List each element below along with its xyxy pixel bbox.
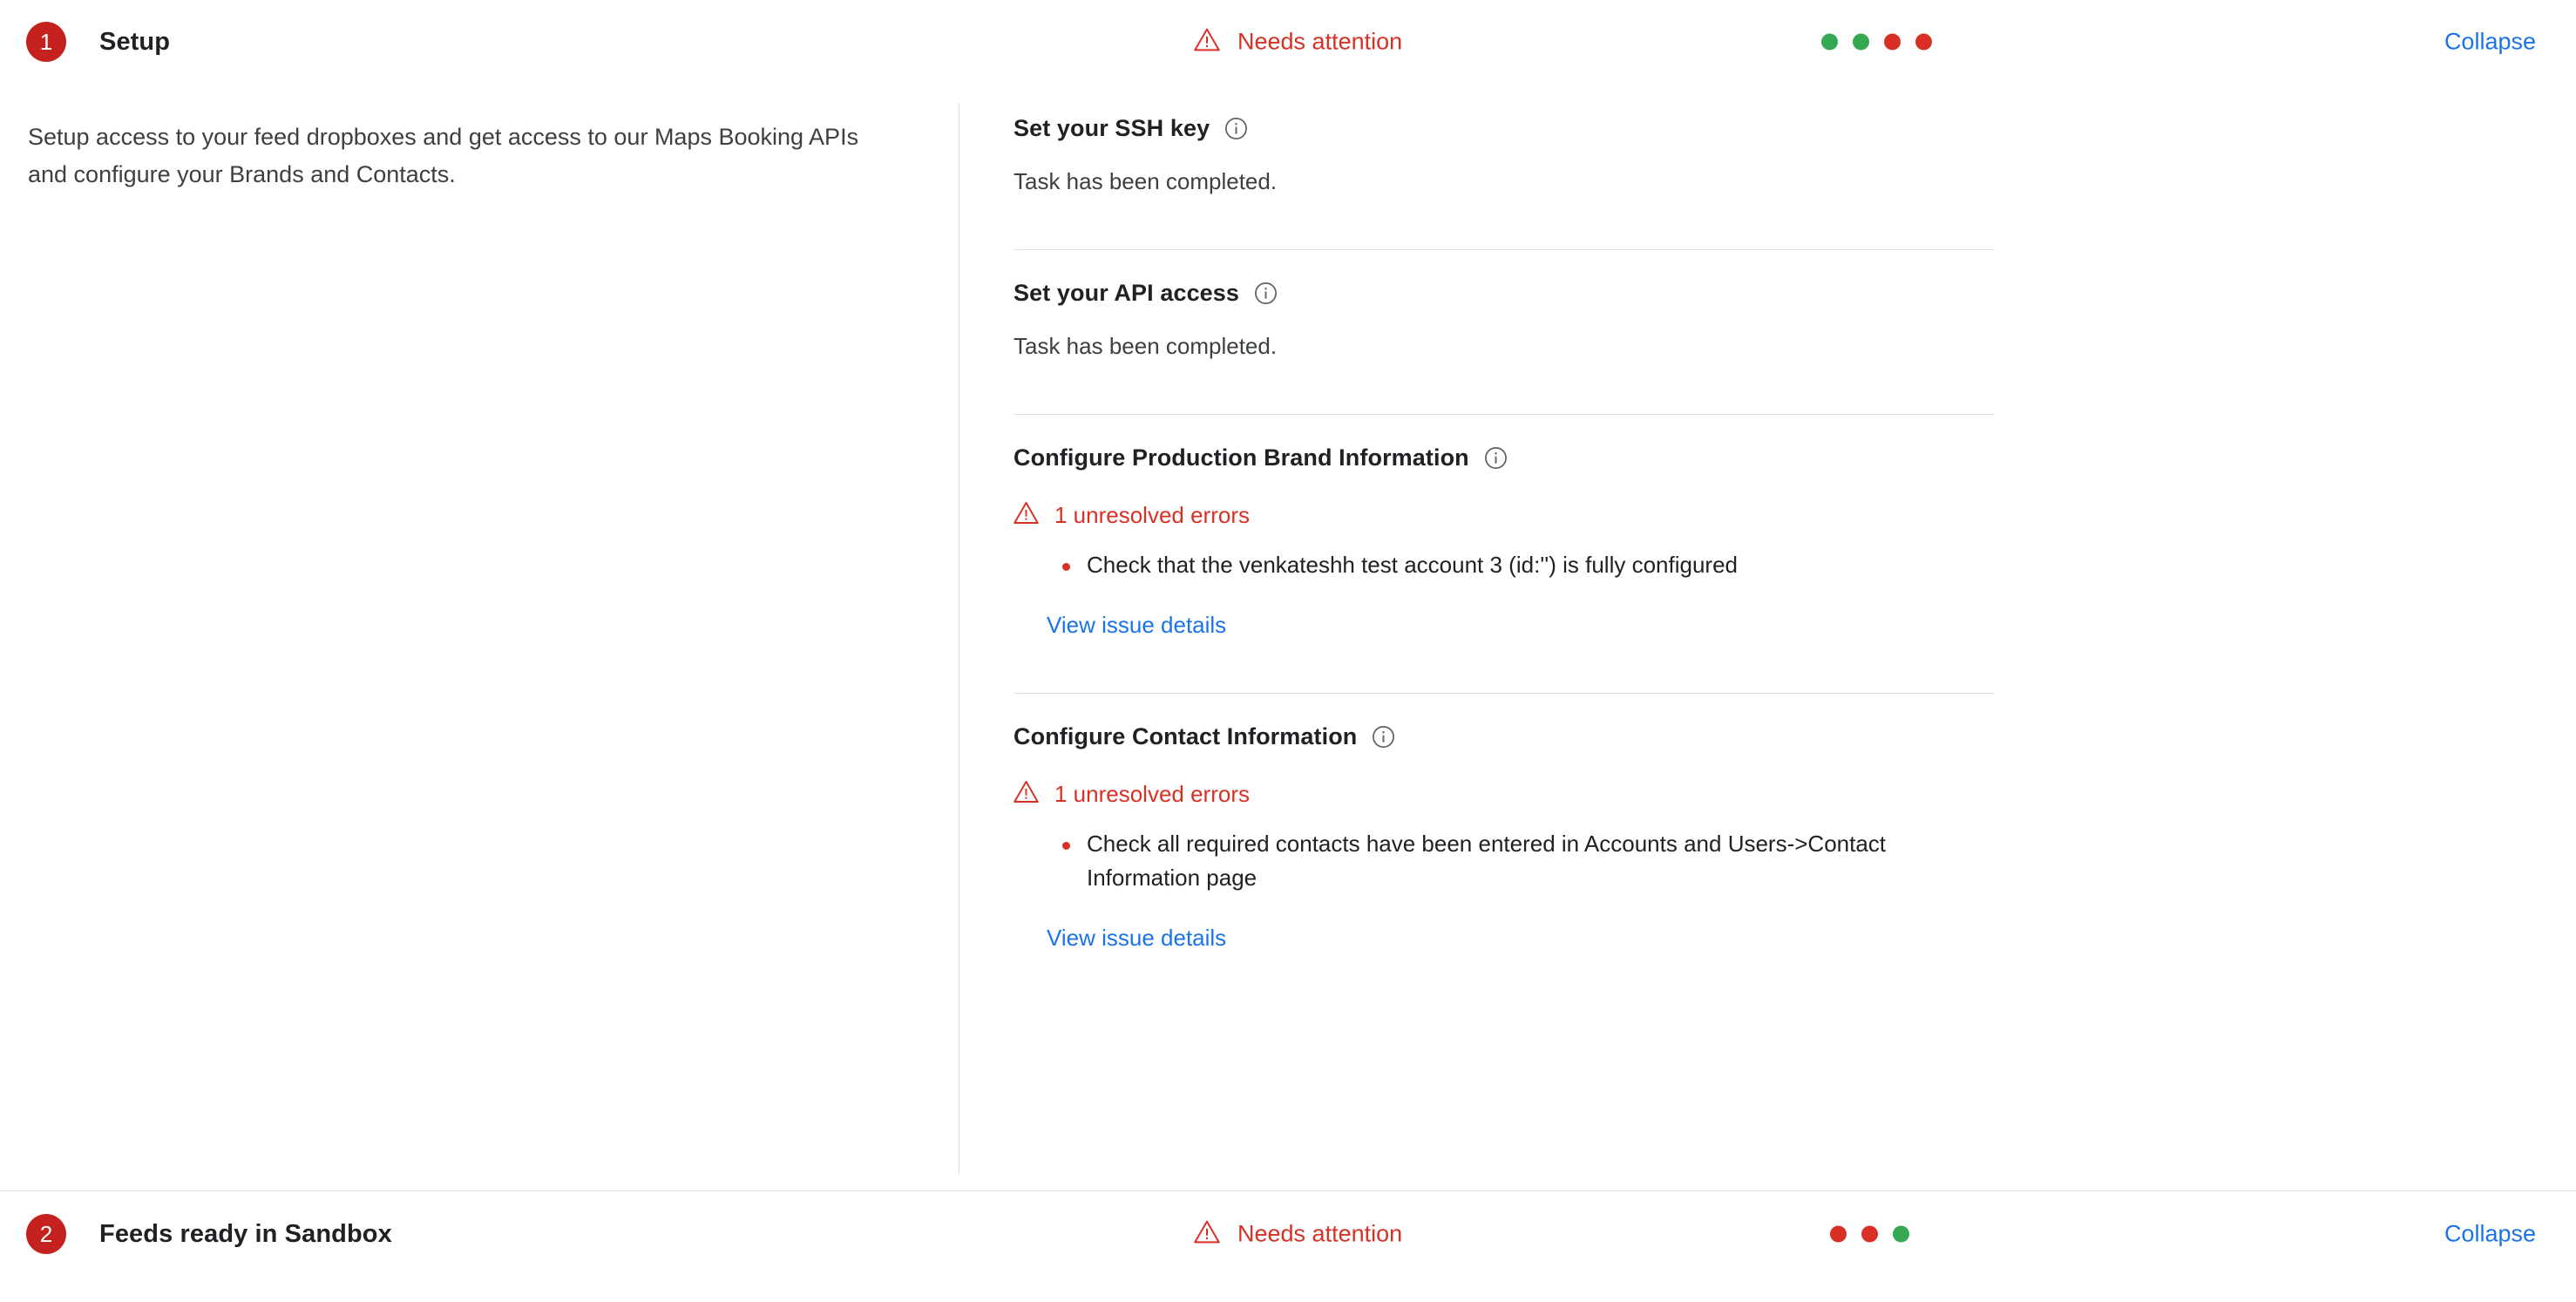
task-item <box>1013 414 1994 665</box>
info-icon[interactable] <box>1372 725 1395 749</box>
task-status-text: Task has been completed. <box>1013 333 1278 359</box>
step-1-status <box>1194 28 1402 57</box>
step-1-description-column <box>0 96 959 193</box>
step-2-title: Feeds ready in Sandbox <box>99 1219 392 1248</box>
task-error-bullets <box>1013 827 1994 895</box>
step-2-progress-dots <box>1830 1226 1909 1243</box>
step-1-body <box>0 84 2576 1175</box>
step-2-status <box>1194 1220 1402 1249</box>
task-title: Configure Production Brand Information <box>1013 444 1469 471</box>
step-1-title: Setup <box>99 27 171 56</box>
step-2-status-text: Needs attention <box>1237 1220 1403 1247</box>
step-2-collapse-button[interactable]: Collapse <box>2444 1220 2536 1247</box>
progress-dot <box>1884 34 1901 51</box>
task-title-row <box>1013 444 1994 471</box>
progress-dot <box>1893 1226 1909 1243</box>
task-title-row <box>1013 280 1994 307</box>
step-1-number-badge: 1 <box>26 22 66 62</box>
task-title: Configure Contact Information <box>1013 723 1358 749</box>
task-error-row <box>1013 780 1994 808</box>
progress-dot <box>1830 1226 1847 1243</box>
view-issue-details-link[interactable]: View issue details <box>1047 925 1227 951</box>
task-error-count: 1 unresolved errors <box>1054 780 1250 807</box>
step-1-header[interactable] <box>0 0 2576 84</box>
step-1-description: Setup access to your feed dropboxes and get access to our Maps Booking APIs and configure your Brands and Contacts. <box>28 124 859 187</box>
task-title-row <box>1013 723 1994 750</box>
step-1-collapse-button[interactable]: Collapse <box>2444 28 2536 55</box>
task-title-row <box>1013 115 1994 142</box>
progress-dot <box>1853 34 1869 51</box>
warning-triangle-icon <box>1194 1220 1220 1249</box>
step-2-number-badge: 2 <box>26 1214 66 1254</box>
task-error-bullets <box>1013 548 1994 582</box>
task-title: Set your API access <box>1013 280 1240 306</box>
task-error-count: 1 unresolved errors <box>1054 501 1250 528</box>
step-1-status-text: Needs attention <box>1237 28 1403 55</box>
task-item <box>1013 96 1994 221</box>
task-item <box>1013 693 1994 978</box>
progress-dot <box>1821 34 1838 51</box>
progress-dot <box>1861 1226 1878 1243</box>
view-issue-details-link[interactable]: View issue details <box>1047 612 1227 638</box>
info-icon[interactable] <box>1224 117 1248 140</box>
step-2-header[interactable] <box>0 1191 2576 1277</box>
list-item: Check all required contacts have been entered in Accounts and Users->Contact Information page <box>1062 827 1967 895</box>
warning-triangle-icon <box>1013 501 1039 529</box>
info-icon[interactable] <box>1254 281 1278 305</box>
list-item: Check that the venkateshh test account 3 (id:'') is fully configured <box>1062 548 1967 582</box>
step-1-task-list <box>959 96 2576 978</box>
step-1-progress-dots <box>1821 34 1932 51</box>
task-status-text: Task has been completed. <box>1013 168 1278 194</box>
progress-dot <box>1915 34 1932 51</box>
info-icon[interactable] <box>1484 446 1508 470</box>
task-error-row <box>1013 501 1994 529</box>
warning-triangle-icon <box>1013 780 1039 808</box>
task-item <box>1013 249 1994 386</box>
task-title: Set your SSH key <box>1013 115 1210 141</box>
warning-triangle-icon <box>1194 28 1220 57</box>
